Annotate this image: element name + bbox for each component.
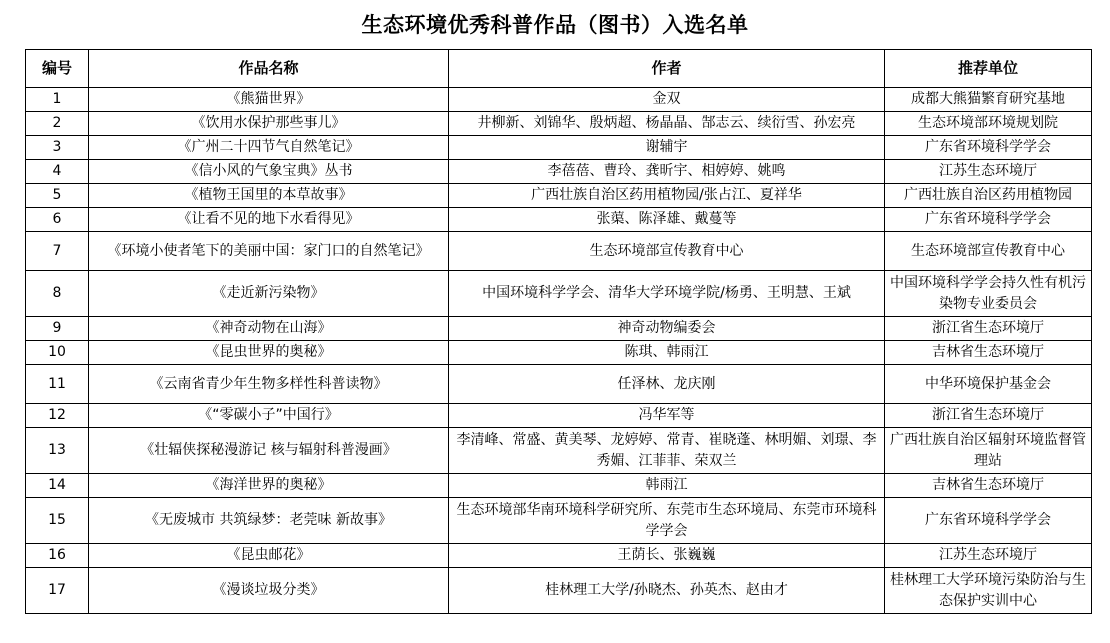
- header-number: 编号: [26, 50, 89, 88]
- selection-table: [25, 49, 1092, 614]
- cell-recommending-unit: 成都大熊猫繁育研究基地: [885, 88, 1092, 112]
- table-row: [26, 317, 1092, 341]
- table-row: [26, 88, 1092, 112]
- cell-work-title: 《云南省青少年生物多样性科普读物》: [89, 365, 449, 404]
- cell-work-title: 《昆虫世界的奥秘》: [89, 341, 449, 365]
- cell-recommending-unit: 江苏生态环境厅: [885, 160, 1092, 184]
- cell-author: 广西壮族自治区药用植物园/张占江、夏祥华: [449, 184, 885, 208]
- cell-recommending-unit: 浙江省生态环境厅: [885, 317, 1092, 341]
- cell-number: 4: [26, 160, 89, 184]
- cell-author: 冯华军等: [449, 404, 885, 428]
- cell-number: 6: [26, 208, 89, 232]
- table-row: [26, 232, 1092, 271]
- cell-work-title: 《神奇动物在山海》: [89, 317, 449, 341]
- table-row: [26, 271, 1092, 317]
- cell-work-title: 《广州二十四节气自然笔记》: [89, 136, 449, 160]
- cell-author: 任泽林、龙庆刚: [449, 365, 885, 404]
- cell-number: 5: [26, 184, 89, 208]
- cell-recommending-unit: 中国环境科学学会持久性有机污染物专业委员会: [885, 271, 1092, 317]
- cell-author: 王荫长、张巍巍: [449, 544, 885, 568]
- table-row: [26, 208, 1092, 232]
- cell-work-title: 《壮辐侠探秘漫游记 核与辐射科普漫画》: [89, 428, 449, 474]
- cell-recommending-unit: 生态环境部环境规划院: [885, 112, 1092, 136]
- cell-number: 16: [26, 544, 89, 568]
- table-row: [26, 428, 1092, 474]
- table-row: [26, 544, 1092, 568]
- table-row: [26, 365, 1092, 404]
- cell-number: 12: [26, 404, 89, 428]
- cell-author: 神奇动物编委会: [449, 317, 885, 341]
- cell-recommending-unit: 广东省环境科学学会: [885, 498, 1092, 544]
- cell-number: 13: [26, 428, 89, 474]
- header-author: 作者: [449, 50, 885, 88]
- cell-recommending-unit: 生态环境部宣传教育中心: [885, 232, 1092, 271]
- cell-work-title: 《让看不见的地下水看得见》: [89, 208, 449, 232]
- cell-work-title: 《昆虫邮花》: [89, 544, 449, 568]
- table-row: [26, 184, 1092, 208]
- cell-recommending-unit: 广东省环境科学学会: [885, 136, 1092, 160]
- header-work-title: 作品名称: [89, 50, 449, 88]
- table-row: [26, 474, 1092, 498]
- cell-work-title: 《信小风的气象宝典》丛书: [89, 160, 449, 184]
- cell-work-title: 《无废城市 共筑绿梦：老莞味 新故事》: [89, 498, 449, 544]
- cell-recommending-unit: 吉林省生态环境厅: [885, 341, 1092, 365]
- table-row: [26, 136, 1092, 160]
- cell-number: 17: [26, 568, 89, 614]
- cell-author: 井柳新、刘锦华、殷炳超、杨晶晶、郜志云、续衍雪、孙宏亮: [449, 112, 885, 136]
- cell-author: 金双: [449, 88, 885, 112]
- cell-recommending-unit: 吉林省生态环境厅: [885, 474, 1092, 498]
- cell-work-title: 《植物王国里的本草故事》: [89, 184, 449, 208]
- cell-number: 14: [26, 474, 89, 498]
- cell-author: 李蓓蓓、曹玲、龚昕宇、相婷婷、姚鸣: [449, 160, 885, 184]
- table-row: [26, 160, 1092, 184]
- cell-author: 李清峰、常盛、黄美琴、龙婷婷、常青、崔晓蓬、林明媚、刘璟、李秀媚、江菲菲、荣双兰: [449, 428, 885, 474]
- cell-work-title: 《“零碳小子”中国行》: [89, 404, 449, 428]
- cell-number: 10: [26, 341, 89, 365]
- cell-work-title: 《饮用水保护那些事儿》: [89, 112, 449, 136]
- cell-author: 桂林理工大学/孙晓杰、孙英杰、赵由才: [449, 568, 885, 614]
- cell-number: 8: [26, 271, 89, 317]
- header-recommending-unit: 推荐单位: [885, 50, 1092, 88]
- cell-number: 11: [26, 365, 89, 404]
- cell-work-title: 《熊猫世界》: [89, 88, 449, 112]
- page-title: 生态环境优秀科普作品（图书）入选名单: [361, 13, 749, 37]
- cell-author: 韩雨江: [449, 474, 885, 498]
- cell-work-title: 《走近新污染物》: [89, 271, 449, 317]
- cell-work-title: 《环境小使者笔下的美丽中国：家门口的自然笔记》: [89, 232, 449, 271]
- table-row: [26, 498, 1092, 544]
- cell-author: 生态环境部华南环境科学研究所、东莞市生态环境局、东莞市环境科学学会: [449, 498, 885, 544]
- cell-number: 1: [26, 88, 89, 112]
- cell-author: 谢辅宇: [449, 136, 885, 160]
- cell-number: 7: [26, 232, 89, 271]
- cell-recommending-unit: 浙江省生态环境厅: [885, 404, 1092, 428]
- cell-number: 3: [26, 136, 89, 160]
- cell-recommending-unit: 中华环境保护基金会: [885, 365, 1092, 404]
- cell-recommending-unit: 广西壮族自治区药用植物园: [885, 184, 1092, 208]
- table-row: [26, 568, 1092, 614]
- cell-work-title: 《漫谈垃圾分类》: [89, 568, 449, 614]
- cell-recommending-unit: 广西壮族自治区辐射环境监督管理站: [885, 428, 1092, 474]
- cell-author: 中国环境科学学会、清华大学环境学院/杨勇、王明慧、王斌: [449, 271, 885, 317]
- cell-author: 陈琪、韩雨江: [449, 341, 885, 365]
- table-row: [26, 404, 1092, 428]
- cell-work-title: 《海洋世界的奥秘》: [89, 474, 449, 498]
- cell-author: 张蕖、陈泽雄、戴蔓等: [449, 208, 885, 232]
- cell-number: 2: [26, 112, 89, 136]
- table-row: [26, 341, 1092, 365]
- table-row: [26, 112, 1092, 136]
- cell-number: 9: [26, 317, 89, 341]
- cell-number: 15: [26, 498, 89, 544]
- table-header-row: [26, 50, 1092, 88]
- cell-recommending-unit: 桂林理工大学环境污染防治与生态保护实训中心: [885, 568, 1092, 614]
- cell-author: 生态环境部宣传教育中心: [449, 232, 885, 271]
- cell-recommending-unit: 江苏生态环境厅: [885, 544, 1092, 568]
- cell-recommending-unit: 广东省环境科学学会: [885, 208, 1092, 232]
